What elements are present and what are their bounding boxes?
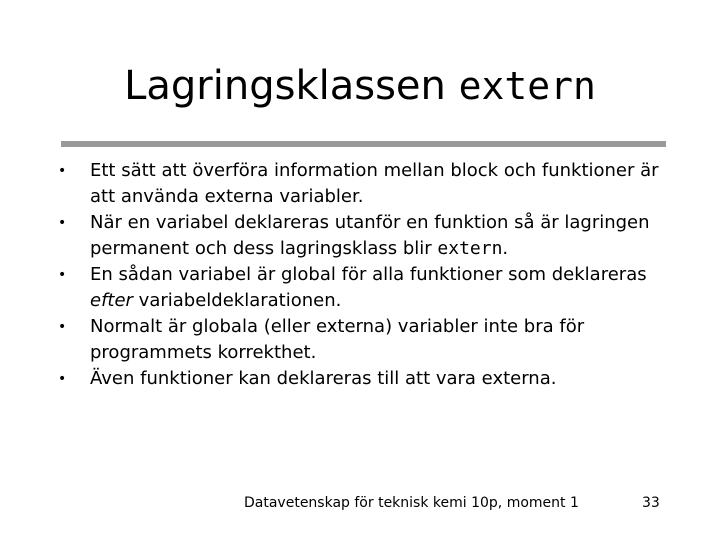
bullet-text: En sådan variabel är global för alla funktioner som deklareras bbox=[90, 264, 647, 285]
bullet-item bbox=[58, 314, 678, 366]
bullet-text: När en variabel deklareras utanför en funktion så är lagringen permanent och dess lagringsklass blir bbox=[90, 212, 650, 259]
bullet-text: Även funktioner kan deklareras till att vara externa. bbox=[90, 368, 557, 389]
bullet-text-end: variabeldeklarationen. bbox=[132, 290, 342, 311]
title-keyword: extern bbox=[458, 64, 596, 108]
bullet-list bbox=[58, 158, 678, 392]
title-divider bbox=[61, 141, 666, 147]
bullet-text: Ett sätt att överföra information mellan block och funktioner är att använda externa variabler. bbox=[90, 160, 659, 207]
bullet-item bbox=[58, 366, 678, 392]
bullet-icon: • bbox=[58, 267, 67, 283]
bullet-icon: • bbox=[58, 215, 67, 231]
title-text: Lagringsklassen bbox=[124, 63, 446, 109]
bullet-item bbox=[58, 262, 678, 314]
bullet-text-end: . bbox=[502, 238, 509, 259]
footer-course-title: Datavetenskap för teknisk kemi 10p, moment 1 bbox=[244, 495, 579, 511]
bullet-icon: • bbox=[58, 371, 67, 387]
bullet-item bbox=[58, 210, 678, 262]
slide-title bbox=[0, 58, 720, 114]
page-number: 33 bbox=[642, 495, 660, 511]
bullet-icon: • bbox=[58, 319, 67, 335]
bullet-icon: • bbox=[58, 163, 67, 179]
bullet-text: Normalt är globala (eller externa) variabler inte bra för programmets korrekthet. bbox=[90, 316, 585, 363]
bullet-item bbox=[58, 158, 678, 210]
code-keyword: extern bbox=[437, 238, 503, 259]
emphasis-word: efter bbox=[90, 290, 133, 311]
